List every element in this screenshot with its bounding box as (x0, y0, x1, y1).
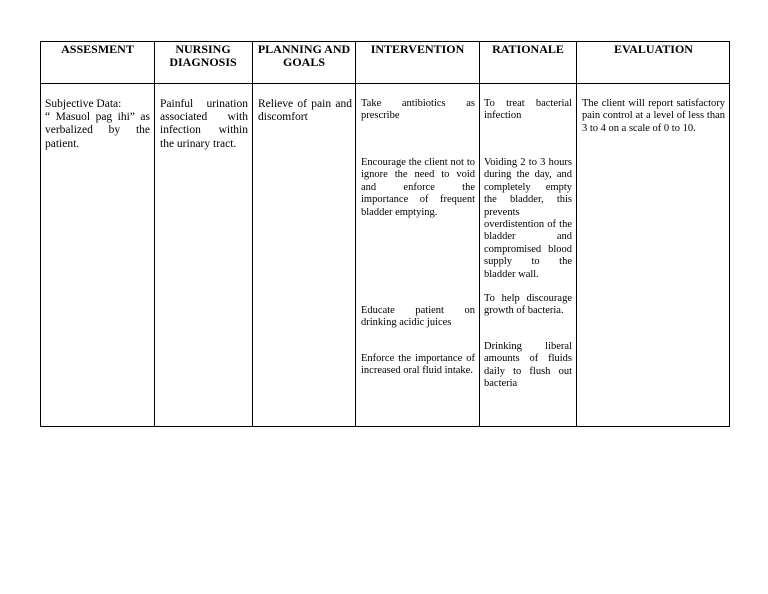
intervention-item: Take antibiotics as prescribe (361, 98, 475, 122)
header-rationale: RATIONALE (492, 42, 564, 56)
column-divider (252, 42, 253, 426)
column-divider (576, 42, 577, 426)
header-assessment: ASSESMENT (61, 42, 134, 56)
rationale-item: To help discourage growth of bacteria. (484, 293, 572, 317)
column-divider (154, 42, 155, 426)
intervention-item: Educate patient on drinking acidic juices (361, 305, 475, 329)
header-nursing-diagnosis: NURSING DIAGNOSIS (169, 42, 237, 69)
column-divider (355, 42, 356, 426)
assessment-cell: Subjective Data: “ Masuol pag ihi” as verbalized by the patient. (45, 98, 150, 150)
intervention-item: Encourage the client not to ignore the need to void and enforce the importance of frequent bladder emptying. (361, 157, 475, 218)
evaluation-cell: The client will report satisfactory pain control at a level of less than 3 to 4 on a scale of 0 to 10. (582, 98, 725, 134)
nursing-diagnosis-cell: Painful urination associated with infection within the urinary tract. (160, 98, 248, 150)
column-divider (479, 42, 480, 426)
planning-goals-cell: Relieve of pain and discomfort (258, 98, 352, 124)
rationale-item: To treat bacterial infection (484, 98, 572, 122)
nursing-care-plan-table (40, 41, 730, 427)
intervention-item: Enforce the importance of increased oral fluid intake. (361, 353, 475, 377)
header-divider (41, 83, 729, 84)
header-evaluation: EVALUATION (614, 42, 693, 56)
rationale-item: Drinking liberal amounts of fluids daily to flush out bacteria (484, 341, 572, 390)
header-intervention: INTERVENTION (370, 42, 465, 56)
rationale-item: Voiding 2 to 3 hours during the day, and completely empty the bladder, this prevents overdistention of the bladder and compromised blood supply to the bladder wall. (484, 157, 572, 280)
header-planning-goals: PLANNING AND GOALS (257, 42, 351, 69)
